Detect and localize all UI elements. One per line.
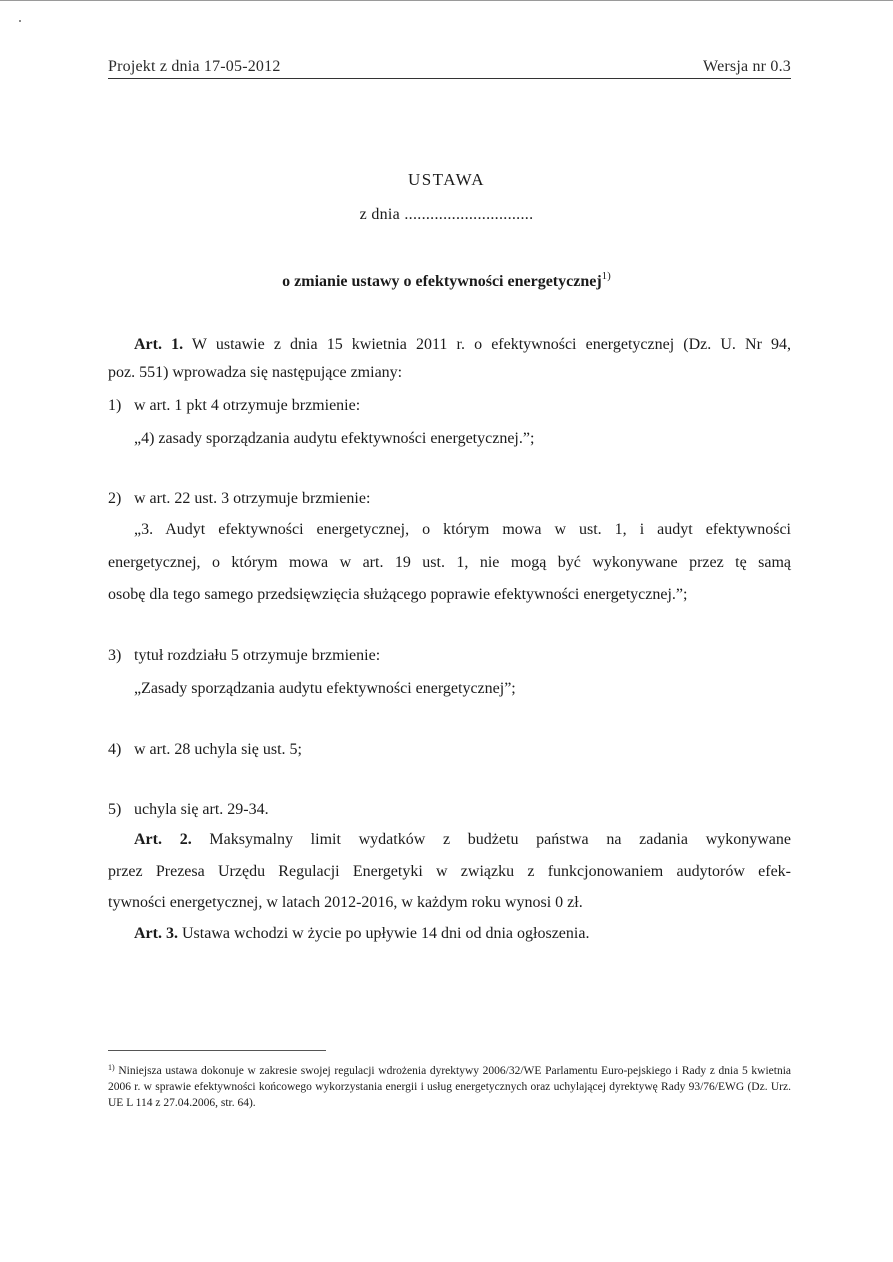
quote-item-3: „Zasady sporządzania audytu efektywności energetycznej”;: [134, 680, 516, 697]
list-item-text: uchyla się art. 29-34.: [134, 801, 269, 818]
header-rule: [108, 78, 791, 79]
footnote-ref: 1): [108, 1063, 115, 1072]
list-item-4: [108, 736, 302, 764]
list-item-number: 2): [108, 490, 122, 507]
quote-item-1: „4) zasady sporządzania audytu efektywności energetycznej.”;: [134, 430, 535, 447]
subject-text: o zmianie ustawy o efektywności energetycznej: [282, 273, 602, 290]
draft-date: Projekt z dnia 17-05-2012: [108, 58, 281, 75]
list-item-3: [108, 642, 380, 670]
footnote-text: Niniejsza ustawa dokonuje w zakresie swojej regulacji wdrożenia dyrektywy 2006/32/WE Parlamentu Euro-pejskiego i Rady z dnia 5 kwietnia 2006 r. w sprawie efektywności końcowego wykorzystania energii i usług energetycznych oraz uchylającej dyrektywę Rady 93/76/EWG (Dz. Urz. UE L 114 z 27.04.2006, str. 64).: [108, 1065, 791, 1109]
list-item-text: w art. 22 ust. 3 otrzymuje brzmienie:: [134, 490, 371, 507]
art3-line: [108, 920, 791, 948]
list-item-text: w art. 28 uchyla się ust. 5;: [134, 741, 302, 758]
art2-line1: [108, 826, 791, 854]
art3-text: Ustawa wchodzi w życie po upływie 14 dni od dnia ogłoszenia.: [181, 925, 590, 942]
art1-line1: [108, 331, 791, 359]
list-item-text: tytuł rozdziału 5 otrzymuje brzmienie:: [134, 647, 381, 664]
art1-intro-line1: W ustawie z dnia 15 kwietnia 2011 r. o efektywności energetycznej (Dz. U. Nr 94,: [191, 336, 791, 353]
footnote-separator: [108, 1050, 326, 1051]
footnote: [108, 1060, 791, 1111]
list-item-2: [108, 485, 370, 513]
art1-line2: poz. 551) wprowadza się następujące zmiany:: [108, 364, 403, 381]
list-item-number: 3): [108, 647, 122, 664]
quote-item-2-line2: energetycznej, o którym mowa w art. 19 ust. 1, nie mogą być wykonywane przez tę samą: [108, 554, 791, 571]
art3-label: Art. 3.: [134, 925, 178, 942]
list-item-number: 1): [108, 397, 122, 414]
document-title: USTAWA: [407, 170, 486, 189]
list-item-text: w art. 1 pkt 4 otrzymuje brzmienie:: [134, 397, 361, 414]
list-item-1: [108, 392, 360, 420]
art2-line2: przez Prezesa Urzędu Regulacji Energetyki w związku z funkcjonowaniem audytorów efek-: [108, 863, 791, 880]
list-item-number: 4): [108, 741, 122, 758]
art2-label: Art. 2.: [134, 831, 192, 848]
art2-line3: tywności energetycznej, w latach 2012-2016, w każdym roku wynosi 0 zł.: [108, 894, 583, 911]
subject-footnote-ref: 1): [601, 270, 611, 282]
quote-item-2-line1: „3. Audyt efektywności energetycznej, o którym mowa w ust. 1, i audyt efektywności: [134, 521, 791, 538]
list-item-number: 5): [108, 801, 122, 818]
art1-label: Art. 1.: [134, 336, 184, 353]
enactment-date-line: z dnia ..............................: [359, 206, 534, 223]
art2-text-line1: Maksymalny limit wydatków z budżetu państwa na zadania wykonywane: [209, 831, 792, 848]
document-subject: [0, 270, 893, 291]
list-item-5: [108, 796, 269, 824]
quote-item-2-line3: osobę dla tego samego przedsięwzięcia służącego poprawie efektywności energetycznej.”;: [108, 586, 688, 603]
scan-mark: [19, 20, 21, 22]
version-number: Wersja nr 0.3: [703, 58, 791, 75]
